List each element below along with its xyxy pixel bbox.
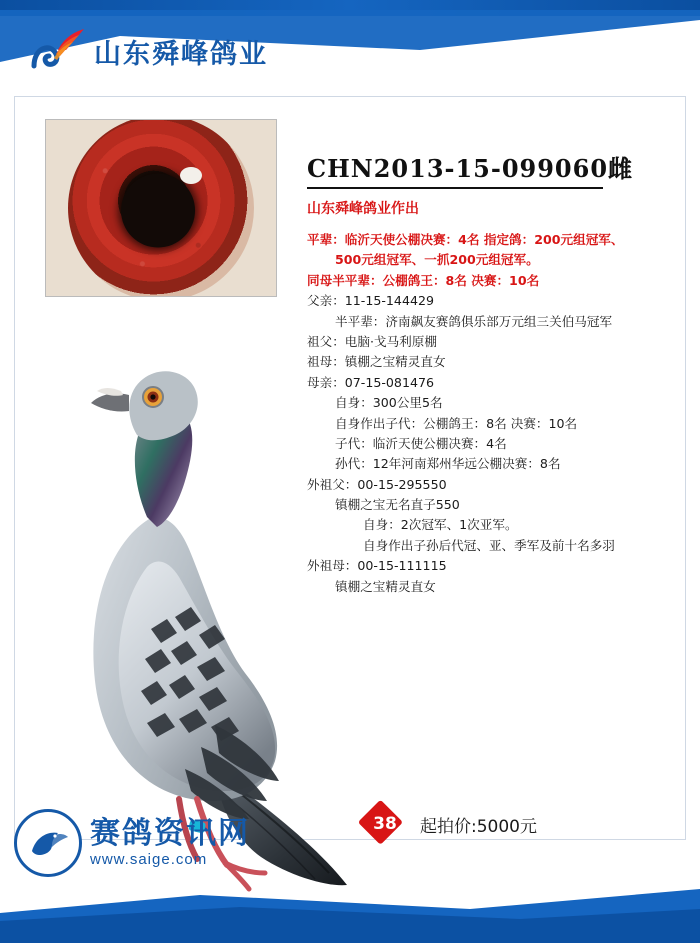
phoenix-logo-icon [28, 26, 86, 76]
pedigree-line: 祖父：电脑·戈马利原棚 [307, 333, 437, 349]
pedigree-line: 祖母：镇棚之宝精灵直女 [307, 354, 446, 370]
ring-number: CHN2013-15-099060雌 [307, 154, 634, 183]
pedigree-card [14, 96, 686, 840]
eye-iris [68, 119, 254, 297]
eye-highlight [180, 167, 202, 184]
pedigree-line: 镇棚之宝无名直子550 [335, 497, 460, 513]
site-url[interactable]: www.saige.com [90, 851, 208, 869]
pedigree-line: 子代：临沂天使公棚决赛：4名 [335, 435, 507, 451]
page-footer [0, 879, 700, 943]
pedigree-line: 父亲：11-15-144429 [307, 293, 434, 309]
pedigree-line: 镇棚之宝精灵直女 [335, 578, 436, 594]
pedigree-line: 母亲：07-15-081476 [307, 374, 434, 390]
site-text [90, 815, 250, 869]
company-name: 山东舜峰鸽业 [94, 38, 268, 70]
eye-pupil [121, 173, 195, 247]
pedigree-line: 500元组冠军、一抓200元组冠军。 [335, 252, 539, 268]
brand [28, 26, 268, 76]
pedigree-line: 自身：300公里5名 [335, 395, 443, 411]
pedigree-line: 半平辈：济南飙友赛鸽俱乐部万元组三关伯马冠军 [335, 313, 613, 329]
pedigree-line: 自身：2次冠军、1次亚军。 [363, 517, 518, 533]
dove-icon [14, 809, 82, 877]
page-header [0, 0, 700, 92]
pedigree-line: 同母半平辈：公棚鸽王：8名 决赛：10名 [307, 272, 540, 288]
pedigree-line: 孙代：12年河南郑州华远公棚决赛：8名 [335, 456, 561, 472]
site-watermark [14, 806, 284, 880]
starting-price: 起拍价:5000元 [420, 817, 537, 837]
pedigree-line: 自身作出子代：公棚鸽王：8名 决赛：10名 [335, 415, 578, 431]
site-name: 赛鸽资讯网 [90, 815, 250, 851]
pedigree-line: 平辈：临沂天使公棚决赛：4名 指定鸽：200元组冠军、 [307, 232, 624, 247]
title-underline [307, 187, 603, 189]
lot-number-badge [363, 802, 407, 846]
pigeon-eye-photo[interactable] [45, 119, 277, 297]
breeder-name: 山东舜峰鸽业作出 [307, 201, 419, 217]
pedigree-info [307, 149, 679, 597]
pedigree-line: 外祖父：00-15-295550 [307, 476, 447, 492]
lot-number: 38 [373, 814, 397, 834]
pedigree-line: 自身作出子孙后代冠、亚、季军及前十名多羽 [363, 537, 615, 553]
pedigree-lines [307, 230, 679, 597]
pedigree-line: 外祖母：00-15-111115 [307, 558, 447, 574]
